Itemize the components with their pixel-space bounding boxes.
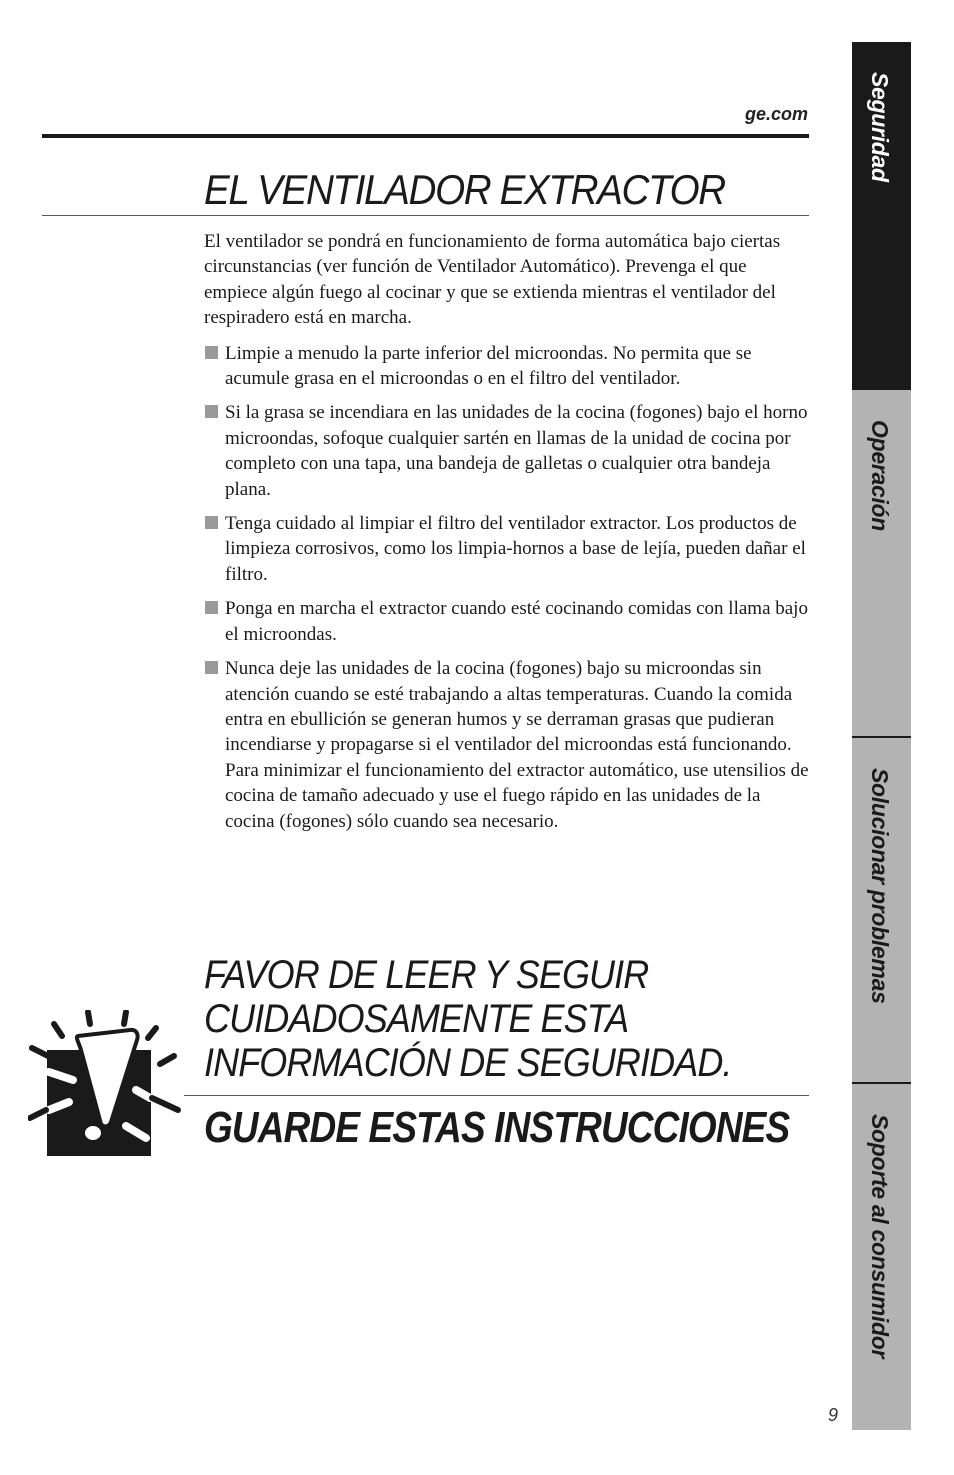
- tab-operacion[interactable]: [852, 390, 911, 736]
- save-instructions-heading: GUARDE ESTAS INSTRUCCIONES: [204, 1103, 790, 1152]
- square-bullet-icon: [205, 516, 218, 529]
- tab-label: Soporte al consumidor: [867, 1114, 893, 1359]
- tab-label: Seguridad: [867, 72, 893, 182]
- tab-label: Solucionar problemas: [867, 768, 893, 1004]
- list-item: Si la grasa se incendiara en las unidades de la cocina (fogones) bajo el horno microondas, sofoque cualquier sartén en llamas de la unidad de cocina por completo con una tapa, una bandeja de galletas o cualquier otra bandeja plana.: [204, 400, 810, 502]
- site-url: ge.com: [744, 104, 808, 124]
- page-number: 9: [827, 1405, 838, 1425]
- title-rule: [42, 215, 809, 216]
- section-body: [204, 229, 810, 843]
- safety-warning-heading: FAVOR DE LEER Y SEGUIR CUIDADOSAMENTE ESTA INFORMACIÓN DE SEGURIDAD.: [204, 953, 732, 1085]
- tab-solucionar-problemas[interactable]: [852, 738, 911, 1082]
- warning-rule: [184, 1095, 809, 1096]
- square-bullet-icon: [205, 346, 218, 359]
- intro-paragraph: El ventilador se pondrá en funcionamiento de forma automática bajo ciertas circunstancias (ver función de Ventilador Automático). Prevenga el que empiece algún fuego al cocinar y que se extienda mientras el ventilador del respiradero está en marcha.: [204, 231, 781, 329]
- bullet-list: [204, 341, 810, 834]
- tab-seguridad[interactable]: [852, 42, 911, 390]
- tab-soporte-al-consumidor[interactable]: [852, 1084, 911, 1430]
- tab-label: Operación: [867, 420, 893, 532]
- warning-exclamation-icon: [28, 1010, 184, 1158]
- section-title: EL VENTILADOR EXTRACTOR: [204, 166, 725, 213]
- square-bullet-icon: [205, 405, 218, 418]
- list-item: Tenga cuidado al limpiar el filtro del ventilador extractor. Los productos de limpieza corrosivos, como los limpia-hornos a base de lejía, pueden dañar el filtro.: [204, 511, 810, 587]
- square-bullet-icon: [205, 661, 218, 674]
- square-bullet-icon: [205, 601, 218, 614]
- list-item: Nunca deje las unidades de la cocina (fogones) bajo su microondas sin atención cuando se esté trabajando a altas temperaturas. Cuando la comida entra en ebullición se generan humos y se derraman grasas que pudieran incendiarse y propagarse si el ventilador del microondas está funcionando. Para minimizar el funcionamiento del extractor automático, use utensilios de cocina de tamaño adecuado y use el fuego rápido en las unidades de la cocina (fogones) sólo cuando sea necesario.: [204, 656, 810, 834]
- list-item: Ponga en marcha el extractor cuando esté cocinando comidas con llama bajo el microondas.: [204, 596, 810, 647]
- header-rule: [42, 134, 809, 138]
- list-item: Limpie a menudo la parte inferior del microondas. No permita que se acumule grasa en el microondas o en el filtro del ventilador.: [204, 341, 810, 392]
